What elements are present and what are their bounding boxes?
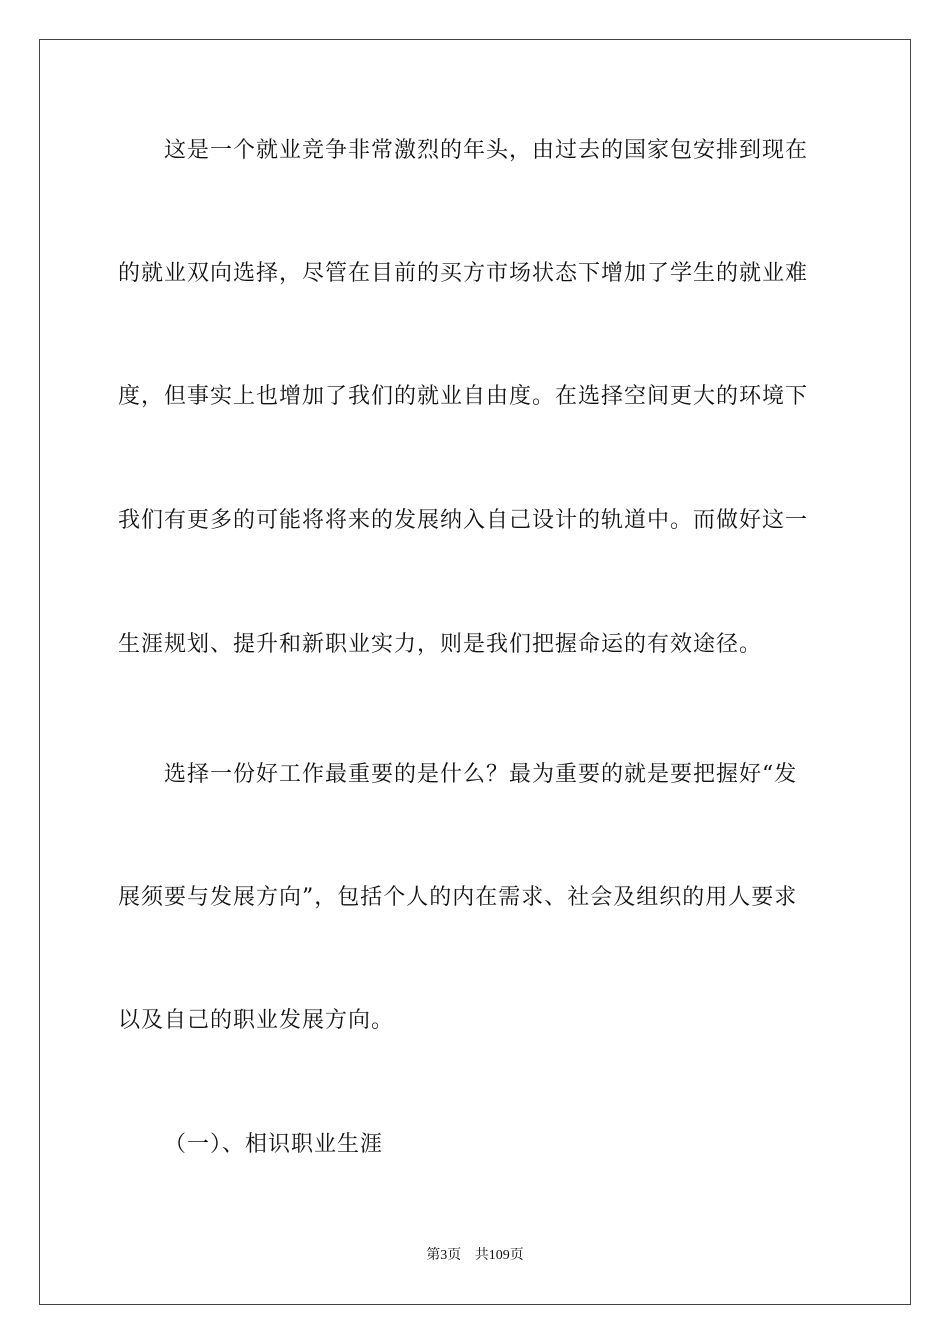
paragraph-1-line-2: 的就业双向选择，尽管在目前的买方市场状态下增加了学生的就业难 bbox=[118, 261, 809, 286]
paragraph-1-line-3: 度，但事实上也增加了我们的就业自由度。在选择空间更大的环境下 bbox=[118, 384, 809, 409]
paragraph-1-line-1: 这是一个就业竞争非常激烈的年头，由过去的国家包安排到现在 bbox=[164, 138, 809, 163]
page-total: 共109页 bbox=[474, 1248, 524, 1263]
section-heading: （一）、相识职业生涯 bbox=[164, 1132, 384, 1157]
paragraph-2-line-2: 展须要与发展方向”，包括个人的内在需求、社会及组织的用人要求 bbox=[118, 885, 798, 910]
paragraph-1-line-5: 生涯规划、提升和新职业实力，则是我们把握命运的有效途径。 bbox=[118, 632, 763, 657]
page-footer bbox=[0, 1247, 950, 1265]
paragraph-2-line-1: 选择一份好工作最重要的是什么？最为重要的就是要把握好“发 bbox=[164, 762, 798, 787]
paragraph-1-line-4: 我们有更多的可能将将来的发展纳入自己设计的轨道中。而做好这一 bbox=[118, 508, 809, 533]
page-border bbox=[39, 39, 911, 1305]
page-number: 第3页 bbox=[426, 1248, 462, 1263]
paragraph-2-line-3: 以及自己的职业发展方向。 bbox=[118, 1008, 395, 1033]
